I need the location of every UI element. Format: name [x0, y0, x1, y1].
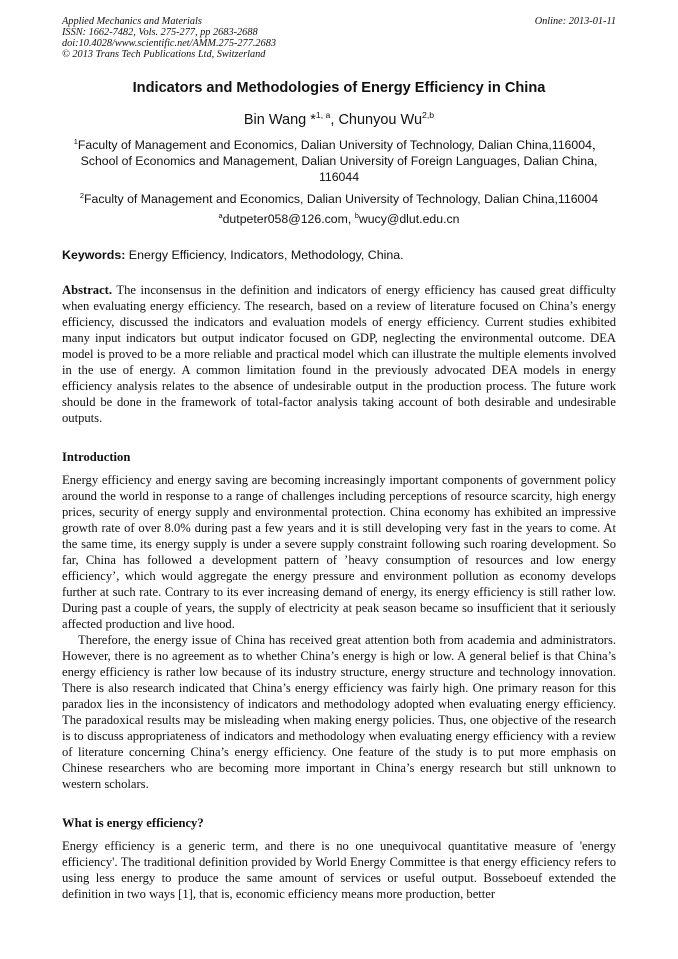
author-name: Chunyou Wu [338, 112, 423, 128]
author-name: Bin Wang * [243, 112, 316, 128]
email-address: dutpeter058@126.com, [222, 212, 355, 226]
abstract-text: The inconsensus in the definition and indicators of energy efficiency has caused great difficulty when evaluating energy efficiency. The research, based on a review of literature focused on China’s energy efficiency, discussed the indicators and evaluation models of energy efficiency. Current studies exhibited many input indicators but output indicator focused on GDP, neglecting the environmental outcome. DEA model is proved to be a more reliable and practical model which can illustrate the multiple elements involved in the use of energy. A common limitation found in the previously advocated DEA models in energy efficiency analysis relates to the absence of undesirable output in the production process. The future work should be done in the framework of total-factor analysis taking account of both desirable and undesirable outputs. [62, 283, 616, 425]
online-date: Online: 2013-01-11 [534, 16, 616, 27]
affil-number: 2 [79, 190, 85, 200]
running-header [62, 16, 616, 60]
author-list [62, 112, 616, 128]
body-paragraph: Energy efficiency and energy saving are becoming increasingly important components of government policy around the world in response to a range of challenges including perceptions of resource scarcity, high energy prices, security of energy supply and environmental protection. China economy has exhibited an impressive growth rate of over 8.0% during past a few years and it is still developing very fast in the years to come. At the same time, its energy supply is under a severe supply constraint following such roaring development. So far, China has followed a development pattern of ’heavy consumption of resources and low energy efficiency’, which would aggregate the energy pressure and environment pollution as economy develops further at such rate. Contrary to its ever increasing demand of energy, its energy efficiency is still rather low. During past a couple of years, the supply of electricity at peak season became so insufficient that it seriously affected production and live hood. [62, 473, 616, 631]
email-mark: a [218, 210, 223, 220]
section-heading: What is energy efficiency? [62, 816, 204, 830]
issn-line: ISSN: 1662-7482, Vols. 275-277, pp 2683-2688 [62, 27, 258, 38]
email-line [62, 212, 616, 226]
affil-line: Faculty of Management and Economics, Dalian University of Technology, Dalian China,116004， [77, 138, 605, 152]
affil-number: 1 [73, 136, 78, 146]
keywords [62, 248, 616, 262]
keywords-text: Energy Efficiency, Indicators, Methodology, China. [125, 248, 404, 262]
email-address: wucy@dlut.edu.cn [358, 212, 460, 226]
paper-title: Indicators and Methodologies of Energy Efficiency in China [132, 80, 546, 96]
affil-line: 116044 [318, 170, 360, 184]
body-paragraph: Therefore, the energy issue of China has received great attention both from academia and administrators. However, there is no agreement as to whether China’s energy is high or low. A general belief is that China’s energy efficiency is rather low because of its industry structure, energy structure and technology innovation. There is also research indicated that China’s energy efficiency was fairly high. One primary reason for this paradox lies in the inconsistency of indicators and methodology adopted when evaluating energy efficiency. The paradoxical results may be misleading when making energy policies. Thus, one objective of the research is to discuss appropriateness of indicators and methodology when evaluating energy efficiency with a review of literature concerning China’s energy efficiency. One feature of the study is to put more emphasis on Chinese researchers who are becoming more important in China’s energy research but still unknown to western scholars. [62, 633, 616, 791]
author-affil-mark: 2,b [422, 110, 435, 121]
affil-line: School of Economics and Management, Dalian University of Foreign Languages, Dalian China, [80, 154, 598, 168]
author-affil-mark: 1, a [315, 110, 331, 121]
doi-line: doi:10.4028/www.scientific.net/AMM.275-277.2683 [62, 38, 277, 49]
author-separator: , [330, 112, 339, 128]
keywords-label: Keywords: [62, 248, 126, 262]
section-heading: Introduction [62, 450, 131, 464]
journal-name: Applied Mechanics and Materials [62, 16, 202, 27]
affiliation-2 [62, 191, 616, 207]
copyright-line: © 2013 Trans Tech Publications Ltd, Switzerland [62, 49, 266, 60]
abstract [62, 282, 616, 426]
affiliation-1 [62, 137, 616, 185]
body-paragraph: Energy efficiency is a generic term, and there is no one unequivocal quantitative measure of 'energy efficiency'. The traditional definition provided by World Energy Committee is that energy efficiency refers to using less energy to produce the same amount of services or useful output. Bosseboeuf extended the definition in two ways [1], that is, economic efficiency means more production, better [62, 839, 616, 901]
abstract-label: Abstract. [62, 283, 113, 297]
email-mark: b [354, 210, 359, 220]
affil-line: Faculty of Management and Economics, Dalian University of Technology, Dalian China,116004 [84, 192, 599, 206]
